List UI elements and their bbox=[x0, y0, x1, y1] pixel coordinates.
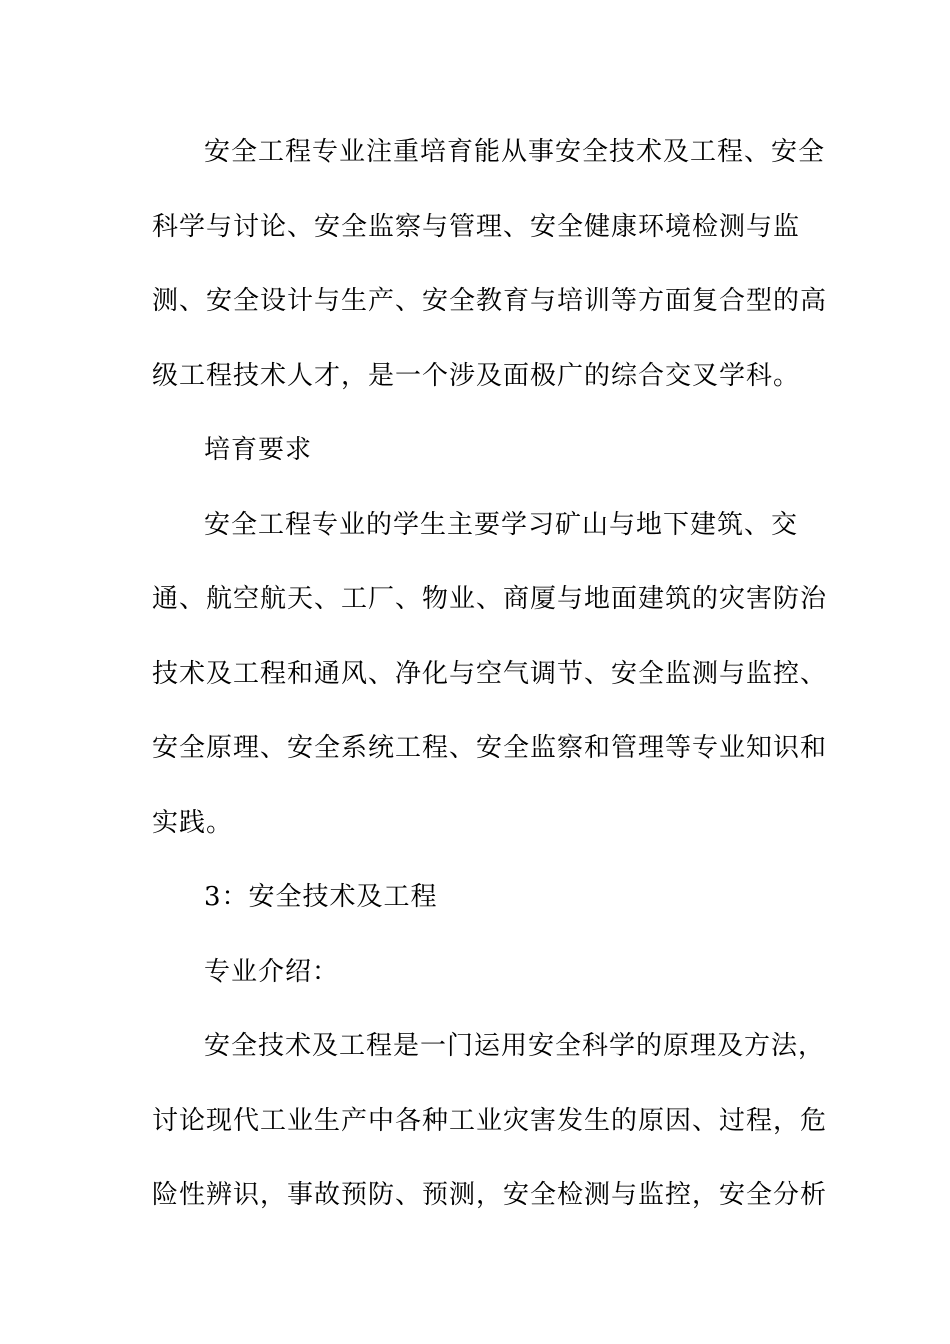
paragraph-line: 测、安全设计与生产、安全教育与培训等方面复合型的高 bbox=[152, 286, 828, 316]
paragraph-line: 安全工程专业注重培育能从事安全技术及工程、安全 bbox=[204, 137, 826, 167]
paragraph-line: 险性辨识，事故预防、预测，安全检测与监控，安全分析 bbox=[152, 1180, 828, 1210]
body-text bbox=[152, 120, 828, 1238]
paragraph-line: 科学与讨论、安全监察与管理、安全健康环境检测与监 bbox=[152, 211, 801, 242]
paragraph-line: 实践。 bbox=[152, 807, 234, 838]
section-heading: 3：安全技术及工程 bbox=[204, 882, 438, 912]
paragraph-line: 级工程技术人才，是一个涉及面极广的综合交叉学科。 bbox=[152, 360, 801, 391]
paragraph-line: 安全技术及工程是一门运用安全科学的原理及方法， bbox=[204, 1031, 826, 1061]
paragraph-line: 安全工程专业的学生主要学习矿山与地下建筑、交 bbox=[204, 509, 799, 540]
paragraph-line: 通、航空航天、工厂、物业、商厦与地面建筑的灾害防治 bbox=[152, 584, 828, 614]
paragraph-line: 安全原理、安全系统工程、安全监察和管理等专业知识和 bbox=[152, 733, 828, 763]
paragraph-line: 技术及工程和通风、净化与空气调节、安全监测与监控、 bbox=[152, 658, 828, 689]
section-heading: 培育要求 bbox=[204, 435, 313, 465]
section-heading: 专业介绍： bbox=[204, 956, 340, 987]
paragraph-line: 讨论现代工业生产中各种工业灾害发生的原因、过程，危 bbox=[152, 1105, 828, 1136]
